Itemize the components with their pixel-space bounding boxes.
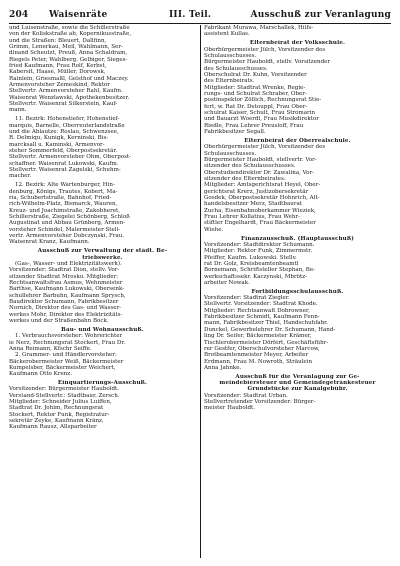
right-column: [204, 25, 391, 558]
section-heading: Ausschuß zur Verwaltung der städt. Be-: [37, 248, 168, 255]
text-line: Bürgermeister Hauboldt, stellv. Vorsitzender: [204, 59, 331, 66]
left-column: [9, 25, 196, 558]
page-header: [9, 8, 391, 24]
text-line: Anna Reimann, Kfschr Seiffe.: [9, 345, 92, 352]
text-line: Stadtrat Dr. Johim, Rechnungsrat: [9, 405, 104, 412]
text-line: Schulausschusses.: [204, 150, 257, 157]
text-line: ling Dr. Seifer, Bäckermeister Krämer,: [204, 333, 312, 340]
text-line: rer Gestfer, Oberschulvorsteher Marcow,: [204, 345, 320, 352]
text-line: Stellvertr. Armenvorsteher Ohm, Oberpost-: [9, 154, 132, 161]
text-line: Mitglieder: Schneider Julius Luiffen,: [9, 399, 112, 406]
text-line: Kumpelsber, Bäckermeister Weichert,: [9, 364, 116, 371]
text-line: arbeiter Nowak.: [204, 279, 250, 286]
column-divider: [200, 25, 201, 558]
section-heading: Grundstücke zur Kanalgebühr.: [247, 386, 348, 393]
text-line: werkschaftssekr. Kaczynski, Mbrötz-: [204, 273, 308, 280]
text-line: Oberschulrat Dr. Kuhn, Vorsitzender: [204, 71, 307, 78]
text-line: Waisenrat Wenzlawski, Apothekenbesitzer.: [9, 94, 130, 101]
text-line: Stellvertretender Vorsitzender: Bürger-: [204, 399, 316, 406]
page-number: 204: [9, 10, 29, 20]
text-line: handelsbesitzer Merz, Stadtbaurat: [204, 201, 303, 208]
text-line: Wiehe.: [204, 226, 224, 233]
text-line: Waisenrat Kranz, Kaufmann.: [9, 239, 90, 246]
text-line: Frau Lehrer Kollatius, Frau Wehr-: [204, 213, 300, 220]
text-line: fert, w. Rat Dr. Detouppl, Frau Ober-: [204, 103, 308, 110]
text-line: rat Dr. Golz, Kreisbeamtenbeamtl: [204, 260, 299, 267]
section-heading: meindebiersteuer und Gemeindegetränkesteuer: [219, 380, 376, 387]
text-line: Oberbürgermeister Jülch, Vorsitzender des: [204, 46, 326, 53]
text-line: Zucha, Eisenbahnoberkammer Wieziek,: [204, 207, 316, 214]
text-line: sitzender Stadtrat Mrosko. Mitglieder:: [9, 273, 119, 280]
text-line: Baudirektor Schumann, Fabrikbesitzer: [9, 298, 119, 305]
text-line: Bornemann, Schriftsteller Stephan, Be-: [204, 267, 316, 274]
text-line: Grimm, Lenerkau, Meil, Wahlmann, Ser-: [9, 44, 123, 51]
text-line: gerichtsrat Krerz, Justizobersekretär: [204, 188, 309, 195]
text-line: marquis, Barnelle, Oberreuterlandstraße: [9, 122, 125, 129]
text-line: Fabrikant Murawa, Marschallek, Hilfs-: [204, 25, 314, 31]
text-line: werkes und der Straßenbahn Bock.: [9, 317, 109, 324]
text-line: und die Straßen: Bleuert, Dallfinn,: [9, 37, 107, 44]
text-line: vertr. Armenvorsteher Dobczynski, Frau.: [9, 233, 125, 239]
section-heading: Elternbeirat der Oberrealschule.: [244, 137, 351, 144]
text-line: 11. Bezirk: Hohenstiefer, Hohenstief-: [15, 116, 120, 123]
text-line: rungs- und Schulrat Schraber, Ober-: [204, 90, 307, 97]
section-heading: Fortbildungsschulausschuß.: [251, 288, 344, 295]
section-heading: triebswerke.: [82, 254, 123, 261]
text-line: Mitglieder: Stadtrat Wrenke, Regie-: [204, 84, 306, 91]
text-line: und Bauarzt Woerdl, Frau Musikdirektor: [204, 116, 319, 123]
text-line: Tischlerobermeister Dörfert, Geschäftsführ-: [204, 339, 329, 346]
text-line: und Luisenstraße, sowie die Schillerstraße: [9, 25, 130, 31]
text-line: Armenvorsteher Zemeskind, Rektor: [9, 82, 110, 89]
text-line: R. Delmiqu, Kunigk, Kerninski, Bis-: [9, 135, 109, 142]
text-line: Vorsitzender: Stadtrat Ziegler.: [204, 295, 290, 302]
text-line: Gosdek, Oberpostsekretär Hohnrich, Alt-: [204, 194, 320, 201]
text-line: ria, Schubertstraße, Bahnhof, Fried-: [9, 194, 112, 201]
text-line: rich-Wilhelm-Platz, Bismarck, Wauren,: [9, 201, 118, 208]
text-line: assistent Kullas.: [204, 31, 250, 38]
section-heading: Bau- und Wohnausschuß.: [61, 326, 144, 333]
text-line: werkes Mohr, Direktor des Elektrizitäts-: [9, 311, 123, 318]
text-line: von der Koliskstraße ab, Kopernikusstraße,: [9, 31, 132, 38]
text-line: Bäckerobermeister Weiß, Bäckermeister: [9, 358, 124, 365]
text-line: Dunckel, Gewerbelehrer Dr. Schumann, Hand-: [204, 326, 336, 333]
section-heading: Elternbeirat der Volksschule.: [249, 40, 346, 47]
text-line: Vorsitzender: Stadtrat Dion, stellv. Vor-: [9, 267, 120, 274]
text-line: mann, Fabrikbesitzer Thiel, Handschuhfabr.: [204, 320, 328, 327]
part-label: III. Teil.: [169, 10, 212, 20]
text-line: Stellvertr. Waisenrat Silkerstein, Kauf-: [9, 101, 118, 108]
text-line: Riedle, Frau Lehrer Preusloff, Frau: [204, 122, 304, 129]
text-line: vorsteher Schindel, Malermeister Stell-: [9, 226, 121, 233]
text-line: Schulausschusses.: [204, 52, 257, 59]
text-line: Oberstudiendirektor Dr. Zawalina, Vor-: [204, 169, 315, 176]
text-line: 1. Verbrauchsvorsteher: Wohrerichter: [15, 333, 123, 340]
text-line: Fabrikbesitzer Segall.: [204, 129, 266, 135]
text-line: stiftler Engelhardt, Frau Bäckermeister: [204, 220, 316, 227]
text-line: 12. Bezirk: Alte Wartenburger, Hin-: [15, 182, 115, 189]
text-line: Verstand-Stellvertr.: Stadtbaur. Zersch.: [9, 392, 120, 399]
text-line: Kaufmann Rausz, Allsparbeiter: [9, 424, 97, 431]
text-columns: [9, 25, 391, 558]
text-line: steher Sommerfeld, Oberpostsekretär.: [9, 148, 118, 155]
text-line: denburg, Königs, Trautes, Kobert, Ma-: [9, 188, 118, 195]
text-line: Riegels Peter, Wahlberg, Gelbiger, Sieges-: [9, 56, 128, 63]
text-line: Stellvertr. Armenvorsteher Rahl, Kaufm.: [9, 88, 123, 95]
text-line: (Gas-, Wasser- und Elektrizitätswerk).: [15, 260, 122, 267]
text-line: des Schulausschusses.: [204, 65, 268, 72]
text-line: Fabrikbesitzer Schmidt, Kaufmann Fenn-: [204, 314, 320, 321]
text-line: sitzender des Elternbeirates.: [204, 175, 286, 182]
text-line: Schillerstraße, Ziegelei Schönberg, Schloß: [9, 213, 130, 220]
text-line: Vorsitzender: Bürgermeister Hauboldt.: [9, 386, 120, 393]
section-heading: Finanzausschuß. (Hauptausschuß): [241, 235, 354, 242]
text-line: Anna Jahnke.: [204, 364, 242, 371]
text-line: sekretär Zeyke, Kaufmann Kränz,: [9, 418, 104, 425]
text-line: Erdmann, Frau M. Nowroth, Sträulein: [204, 358, 313, 365]
text-line: mann.: [9, 107, 27, 114]
text-line: Nornich, Direktor des Gas- und Wasser-: [9, 305, 122, 312]
text-line: Pfeiffer, Kaufm. Lukowski. Stellv.: [204, 254, 297, 261]
text-line: Bürgermeister Hauboldt, stellvertr. Vor-: [204, 156, 317, 163]
text-line: schaffner. Waisenrat Lukowski, Kaufm.: [9, 160, 119, 167]
text-line: Stockert, Rektor Funk, Registratur-: [9, 411, 110, 418]
text-line: Kreuz- und Joachimstraße, Zakobheret,: [9, 207, 120, 214]
text-line: Mitglieder: Amtsgerichtsrat Heyel, Ober-: [204, 182, 321, 189]
text-line: Barthse, Kaufmann Lukowski, Obersenk-: [9, 286, 125, 293]
text-line: und die Ablautze: Roslau, Schwenzsee,: [9, 129, 119, 135]
text-line: Augustinat und Abbau Grünberg, Armen-: [9, 220, 126, 227]
text-line: meister Hauboldt.: [204, 405, 256, 412]
text-line: marcksall u. Kaminski, Armenvor-: [9, 141, 105, 148]
text-line: macher.: [9, 173, 32, 180]
text-line: Rechtsanwaltsfrau Asmus, Wehnmeister: [9, 279, 123, 286]
text-line: Vorsitzender: Stadtrat Urban.: [204, 392, 288, 399]
text-line: dinand Scheutzt, Preuß, Anna Schaldram,: [9, 50, 128, 57]
section-heading: Ausschuß für die Veranlagung zur Ge-: [235, 373, 360, 380]
text-line: Brotbeamtenmeister Meyer, Arbeiter: [204, 352, 309, 359]
text-line: schulrat Kaiser, Schult, Frau Stromarin: [204, 109, 316, 116]
text-line: Stellvertr. Vorsitzender: Stadtrat Khode.: [204, 301, 318, 308]
text-line: ie Nerz, Rechnungsrat Stockert, Frau Dr.: [9, 339, 126, 346]
text-line: 2. Grammer- und Händlervorsteher:: [15, 352, 117, 359]
text-line: sitzender des Schulausschusses.: [204, 163, 296, 170]
text-line: des Elternbeirats.: [204, 78, 255, 85]
section-title: Waisenräte: [49, 10, 108, 20]
text-line: Vorsitzender: Stadtdirektor Schumann.: [204, 241, 315, 248]
text-line: Rainlein, Griesmaßl, Gelsthof und Maczey.: [9, 75, 129, 82]
text-line: Mitglieder: Rechtsanwalt Dobrowner,: [204, 307, 310, 314]
running-title: Ausschuß zur Veranlagung: [250, 10, 391, 20]
text-line: Mitglieder: Rektor Funk, Zimmermstr.: [204, 248, 313, 255]
text-line: schullehrer Barbuhn, Kaufmann Sprysch,: [9, 292, 126, 299]
document-page: [9, 8, 391, 558]
section-heading: Einquartierungs-Ausschuß.: [57, 380, 148, 387]
text-line: Stellvertr. Waisenrat Zagelski, Schuhm-: [9, 167, 121, 174]
text-line: Kaufmann Otto Krenz.: [9, 371, 72, 378]
text-line: Oberbürgermeister Jülch, Vorsitzender des: [204, 144, 326, 151]
text-line: Kabersit, Haase, Müller, Dorowsk,: [9, 69, 106, 76]
text-line: postinspektor Zöllich, Rechnungsrat Stie-: [204, 97, 322, 104]
text-line: fried Kaufmann, Frau Rolf, Kerbst,: [9, 63, 107, 70]
